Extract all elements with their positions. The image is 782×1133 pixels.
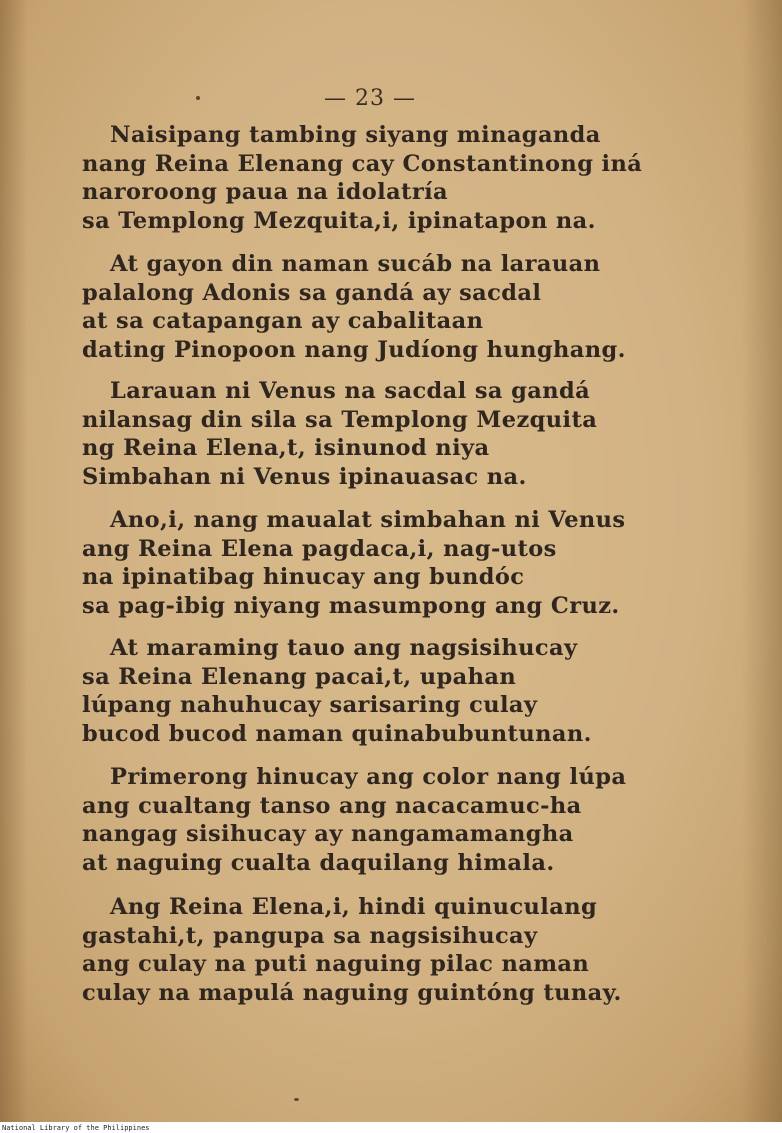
stanza-6: [82, 763, 682, 877]
verse-line: ng Reina Elena,t, isinunod niya: [82, 435, 490, 462]
verse-line: at naguing cualta daquilang himala.: [82, 849, 555, 876]
verse-line: palalong Adonis sa gandá ay sacdal: [82, 279, 542, 306]
verse-line: Naisipang tambing siyang minaganda: [110, 122, 601, 148]
verse-line: lúpang nahuhucay sarisaring culay: [82, 692, 538, 719]
verse-line: na ipinatibag hinucay ang bundóc: [82, 564, 525, 591]
verse-line: ang cualtang tanso ang nacacamuc-ha: [82, 792, 582, 819]
verse-line: nilansag din sila sa Templong Mezquita: [82, 406, 598, 433]
verse-line: ang culay na puti naguing pilac naman: [82, 951, 590, 978]
verse-line: Larauan ni Venus na sacdal sa gandá: [110, 378, 591, 404]
verse-line: Simbahan ni Venus ipinauasac na.: [82, 463, 527, 490]
verse-line: Ano,i, nang maualat simbahan ni Venus: [110, 507, 626, 533]
verse-line: gastahi,t, pangupa sa nagsisihucay: [82, 922, 538, 949]
page-number: — 23 —: [324, 86, 416, 111]
verse-line: At maraming tauo ang nagsisihucay: [110, 635, 578, 661]
verse-line: naroroong paua na idolatría: [82, 179, 449, 206]
verse-line: nangag sisihucay ay nangamamangha: [82, 821, 574, 848]
verse-line: at sa catapangan ay cabalitaan: [82, 308, 484, 335]
stanza-3: [82, 377, 682, 491]
verse-line: bucod bucod naman quinabubuntunan.: [82, 720, 592, 747]
verse-line: dating Pinopoon nang Judíong hunghang.: [82, 336, 626, 363]
stanza-7: [82, 893, 682, 1007]
verse-line: Ang Reina Elena,i, hindi quinuculang: [110, 894, 598, 920]
stanza-1: [82, 121, 682, 235]
verse-line: sa pag-ibig niyang masumpong ang Cruz.: [82, 592, 620, 619]
verse-line: sa Templong Mezquita,i, ipinatapon na.: [82, 207, 596, 234]
library-credit: National Library of the Philippines: [2, 1124, 150, 1132]
verse-line: Primerong hinucay ang color nang lúpa: [110, 764, 627, 790]
verse-line: ang Reina Elena pagdaca,i, nag-utos: [82, 535, 557, 562]
paper-speck: [294, 1098, 299, 1101]
stanza-5: [82, 634, 682, 748]
stanza-2: [82, 250, 682, 364]
verse-line: nang Reina Elenang cay Constantinong iná: [82, 150, 643, 177]
verse-line: culay na mapulá naguing guintóng tunay.: [82, 979, 622, 1006]
stanza-4: [82, 506, 682, 620]
verse-line: At gayon din naman sucáb na larauan: [110, 251, 601, 277]
verse-line: sa Reina Elenang pacai,t, upahan: [82, 663, 517, 690]
